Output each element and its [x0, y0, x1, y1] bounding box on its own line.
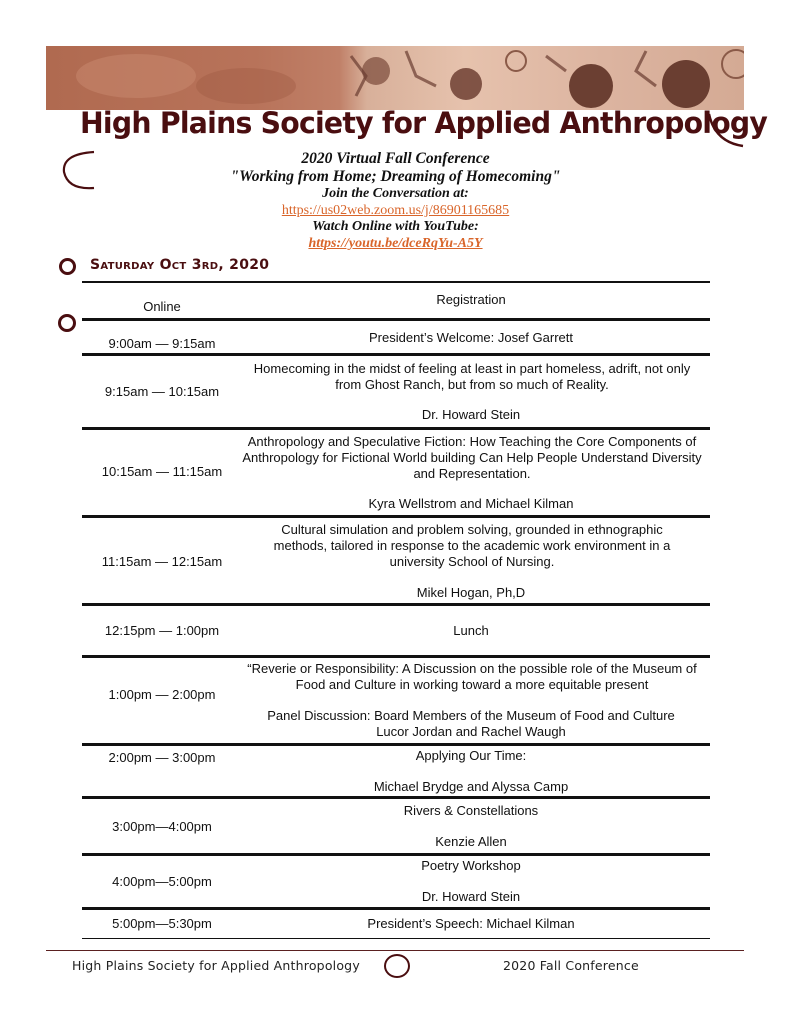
date-heading: Saturday Oct 3rd, 2020: [90, 257, 270, 273]
footer-rule: [46, 950, 744, 951]
schedule-speaker: Mikel Hogan, Ph,D: [416, 585, 526, 600]
banner-decoration: [46, 46, 744, 110]
header-banner-image: [46, 46, 744, 110]
schedule-description: Anthropology and Speculative Fiction: How Teaching the Core Components of Anthropology for Fictional World building Can Help People Understand Diversity and Representation.: [242, 434, 702, 481]
conference-theme: "Working from Home; Dreaming of Homecoming": [230, 168, 561, 185]
schedule-speaker: Kenzie Allen: [435, 834, 507, 849]
schedule-time: 12:15pm — 1:00pm: [104, 623, 220, 638]
schedule-time: 3:00pm—4:00pm: [112, 819, 212, 834]
table-rule: [82, 353, 710, 356]
table-rule: [82, 853, 710, 856]
footer-conference: 2020 Fall Conference: [503, 958, 639, 973]
schedule-time: Online: [143, 299, 181, 314]
table-rule: [82, 655, 710, 658]
schedule-time: 9:15am — 10:15am: [104, 384, 220, 399]
zoom-link[interactable]: https://us02web.zoom.us/j/86901165685: [281, 203, 510, 218]
schedule-description: “Reverie or Responsibility: A Discussion on the possible role of the Museum of Food and Culture in working toward a more equitable present: [247, 661, 697, 692]
schedule-speaker: Lucor Jordan and Rachel Waugh: [376, 724, 566, 739]
schedule-time: 11:15am — 12:15am: [101, 554, 223, 569]
table-rule: [82, 743, 710, 746]
schedule-description: Homecoming in the midst of feeling at least in part homeless, adrift, not only from Ghost Ranch, but from so much of Reality.: [253, 361, 691, 392]
table-rule: [82, 796, 710, 799]
schedule-speaker: Michael Brydge and Alyssa Camp: [373, 779, 569, 794]
schedule-description: President’s Welcome: Josef Garrett: [369, 330, 573, 345]
join-label: Join the Conversation at:: [322, 186, 469, 201]
youtube-link[interactable]: https://youtu.be/dceRqYu-A5Y: [308, 236, 483, 251]
table-rule: [82, 938, 710, 939]
table-rule: [82, 603, 710, 606]
youtube-label: Watch Online with YouTube:: [312, 219, 479, 234]
schedule-time: 1:00pm — 2:00pm: [108, 687, 216, 702]
circle-bullet-icon: [58, 314, 76, 332]
table-rule: [82, 281, 710, 283]
schedule-speaker: Kyra Wellstrom and Michael Kilman: [368, 496, 574, 511]
schedule-description: Lunch: [453, 623, 489, 638]
schedule-time: 5:00pm—5:30pm: [112, 916, 212, 931]
table-rule: [82, 318, 710, 321]
circle-bullet-icon: [59, 258, 76, 275]
schedule-time: 9:00am — 9:15am: [108, 336, 216, 351]
decorative-arc-icon: [705, 112, 745, 152]
schedule-description: Applying Our Time:: [415, 748, 527, 763]
schedule-time: 2:00pm — 3:00pm: [108, 750, 216, 765]
schedule-description: Registration: [436, 292, 506, 307]
schedule-speaker: Dr. Howard Stein: [421, 889, 521, 904]
schedule-description: President’s Speech: Michael Kilman: [367, 916, 575, 931]
circle-ornament-icon: [384, 954, 410, 978]
table-rule: [82, 515, 710, 518]
schedule-description: Poetry Workshop: [421, 858, 521, 873]
conference-title: 2020 Virtual Fall Conference: [301, 150, 490, 167]
schedule-speaker: Dr. Howard Stein: [421, 407, 521, 422]
footer-org: High Plains Society for Applied Anthropology: [72, 958, 360, 973]
table-rule: [82, 427, 710, 430]
schedule-panel: Panel Discussion: Board Members of the Museum of Food and Culture: [267, 708, 675, 723]
org-title: High Plains Society for Applied Anthropology: [80, 106, 768, 140]
table-rule: [82, 907, 710, 910]
schedule-time: 4:00pm—5:00pm: [112, 874, 212, 889]
schedule-time: 10:15am — 11:15am: [101, 464, 223, 479]
schedule-description: Cultural simulation and problem solving, grounded in ethnographic methods, tailored in response to the academic work environment in a university School of Nursing.: [273, 522, 671, 569]
schedule-description: Rivers & Constellations: [403, 803, 539, 818]
